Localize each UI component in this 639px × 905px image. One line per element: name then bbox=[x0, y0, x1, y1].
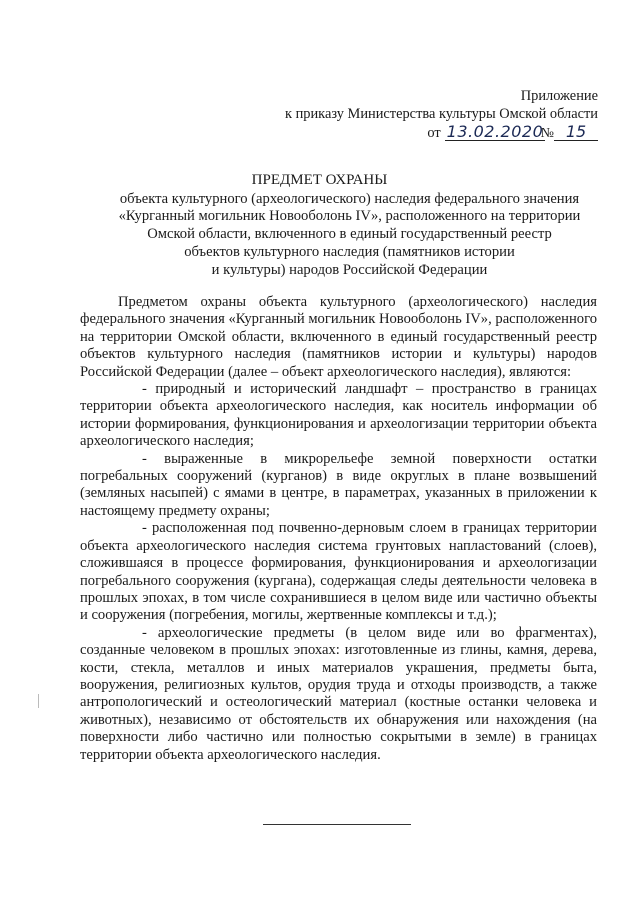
protection-item: - расположенная под почвенно-дерновым слоем в границах территории объекта археологического наследия система грунтовых напластований (слоев), сложившаяся в процессе формирования, функционирования и археологизации погребального сооружения (кургана), содержащая следы деятельности человека в прошлых эпохах, в том числе сохранившиеся в целом виде или частично объекты и сооружения (погребения, могилы, жертвенные комплексы и т.д.); bbox=[80, 520, 597, 624]
document-title bbox=[0, 172, 639, 279]
document-body bbox=[80, 294, 597, 764]
margin-mark bbox=[38, 694, 39, 708]
title-line: и культуры) народов Российской Федерации bbox=[211, 261, 488, 278]
handwritten-date: 13.02.2020 bbox=[446, 122, 544, 141]
order-date-line bbox=[285, 124, 598, 143]
end-divider-line bbox=[263, 824, 411, 825]
title-line: объектов культурного наследия (памятников истории bbox=[184, 243, 515, 260]
title-line: Омской области, включенного в единый государственный реестр bbox=[147, 226, 552, 243]
protection-item: - археологические предметы (в целом виде или во фрагментах), созданные человеком в прошлых эпохах: изготовленные из глины, камня, дерева, кости, стекла, металлов и иных материалов украшения, предметы быта, вооружения, религиозных культов, орудия труда и отходы производств, а также антропологический и остеологический материал (костные останки человека и животных), независимо от обстоятельств их обнаружения или нахождения (на поверхности либо частично или полностью сокрытыми в земле) в границах территории объекта археологического наследия. bbox=[80, 624, 597, 763]
order-attachment-header bbox=[285, 88, 598, 143]
title-line: «Курганный могильник Новооболонь IV», расположенного на территории bbox=[118, 208, 581, 225]
protection-item: - природный и исторический ландшафт – пространство в границах территории объекта археологического наследия, как носитель информации об истории формирования, функционирования и археологизации территории объекта археологического наследия; bbox=[80, 381, 597, 450]
date-prefix: от bbox=[427, 125, 441, 141]
protection-item: - выраженные в микрорельефе земной поверхности остатки погребальных сооружений (курганов) в виде округлых в плане возвышений (земляных насыпей) с ямами в центре, в параметрах, указанных в приложении к настоящему предмету охраны; bbox=[80, 450, 597, 519]
intro-paragraph: Предметом охраны объекта культурного (археологического) наследия федерального значения «Курганный могильник Новооболонь IV», расположенного на территории Омской области, включенного в единый государственный реестр объектов культурного наследия (памятников истории и культуры) народов Российской Федерации (далее – объект археологического наследия), являются: bbox=[80, 294, 597, 380]
title-line: объекта культурного (археологического) наследия федерального значения bbox=[119, 190, 580, 207]
handwritten-order-number: 15 bbox=[554, 124, 598, 141]
attachment-label: Приложение bbox=[520, 88, 598, 104]
order-reference: к приказу Министерства культуры Омской области bbox=[285, 105, 598, 122]
number-sign: № bbox=[540, 126, 554, 141]
title-heading: ПРЕДМЕТ ОХРАНЫ bbox=[251, 172, 388, 188]
